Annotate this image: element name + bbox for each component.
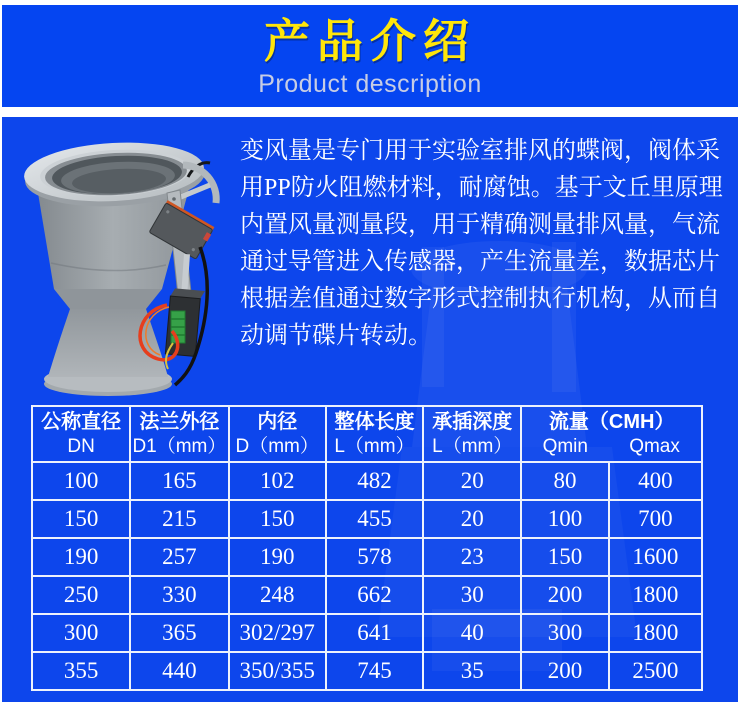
spec-cell: 23 (423, 538, 521, 576)
spec-cell: 482 (326, 462, 423, 500)
header-banner (2, 5, 738, 107)
spec-cell: 190 (32, 538, 130, 576)
header-qmax: Qmax (629, 436, 680, 457)
spec-cell: 2500 (609, 652, 702, 690)
spec-cell: 700 (609, 500, 702, 538)
product-photo (18, 139, 228, 397)
spec-cell: 400 (609, 462, 702, 500)
spec-cell: 300 (32, 614, 130, 652)
page-title: 产品介绍 (264, 16, 476, 67)
spec-cell: 35 (423, 652, 521, 690)
header-d-zh: 内径 (257, 411, 298, 433)
spec-cell: 200 (521, 652, 608, 690)
table-row (32, 538, 702, 576)
header-d1-en: D1（mm） (132, 436, 227, 457)
header-d-en: D（mm） (235, 436, 319, 457)
header-depth (423, 406, 521, 462)
spec-cell: 662 (326, 576, 423, 614)
spec-cell: 302/297 (229, 614, 326, 652)
page-subtitle: Product description (258, 69, 482, 98)
header-length (326, 406, 423, 462)
header-flow-zh: 流量（CMH） (548, 411, 675, 433)
header-d1-zh: 法兰外径 (139, 411, 220, 433)
spec-cell: 300 (521, 614, 608, 652)
valve-waist (54, 289, 162, 309)
spec-cell: 200 (521, 576, 608, 614)
spec-cell: 578 (326, 538, 423, 576)
spec-cell: 100 (32, 462, 130, 500)
spec-cell: 250 (32, 576, 130, 614)
header-d1 (130, 406, 228, 462)
spec-header-row (32, 406, 702, 462)
spec-cell: 355 (32, 652, 130, 690)
header-depth-en: L（mm） (432, 436, 513, 457)
header-dn-en: DN (67, 436, 95, 457)
spec-cell: 248 (229, 576, 326, 614)
header-flow-sub (522, 435, 701, 459)
spec-cell: 365 (130, 614, 228, 652)
header-flow (521, 406, 702, 462)
spec-cell: 215 (130, 500, 228, 538)
spec-cell: 190 (229, 538, 326, 576)
spec-cell: 330 (130, 576, 228, 614)
header-qmin: Qmin (542, 436, 588, 457)
product-description: 变风量是专门用于实验室排风的蝶阀，阀体采用PP防火阻燃材料，耐腐蚀。基于文丘里原理内置风量测量段，用于精确测量排风量，气流通过导管进入传感器，产生流量差，数据芯片根据差值通过数字形式控制执行机构，从而自动调节碟片转动。 (240, 138, 723, 349)
spec-cell: 40 (423, 614, 521, 652)
spec-cell: 1800 (609, 576, 702, 614)
header-length-zh: 整体长度 (334, 411, 415, 433)
spec-cell: 30 (423, 576, 521, 614)
spec-cell: 150 (32, 500, 130, 538)
spec-cell: 80 (521, 462, 608, 500)
spec-cell: 257 (130, 538, 228, 576)
spec-table (31, 405, 703, 691)
spec-cell: 102 (229, 462, 326, 500)
spec-cell: 350/355 (229, 652, 326, 690)
table-row (32, 576, 702, 614)
table-row (32, 614, 702, 652)
content-panel (2, 117, 738, 702)
spec-cell: 100 (521, 500, 608, 538)
header-depth-zh: 承插深度 (432, 411, 513, 433)
spec-cell: 20 (423, 462, 521, 500)
spec-cell: 455 (326, 500, 423, 538)
table-row (32, 462, 702, 500)
spec-cell: 20 (423, 500, 521, 538)
spec-cell: 1800 (609, 614, 702, 652)
spec-cell: 165 (130, 462, 228, 500)
table-row (32, 500, 702, 538)
header-dn-zh: 公称直径 (41, 411, 122, 433)
header-dn (32, 406, 130, 462)
table-row (32, 652, 702, 690)
header-d (229, 406, 326, 462)
spec-cell: 1600 (609, 538, 702, 576)
spec-cell: 440 (130, 652, 228, 690)
spec-cell: 150 (521, 538, 608, 576)
spec-cell: 150 (229, 500, 326, 538)
spec-cell: 641 (326, 614, 423, 652)
header-length-en: L（mm） (334, 436, 415, 457)
spec-cell: 745 (326, 652, 423, 690)
